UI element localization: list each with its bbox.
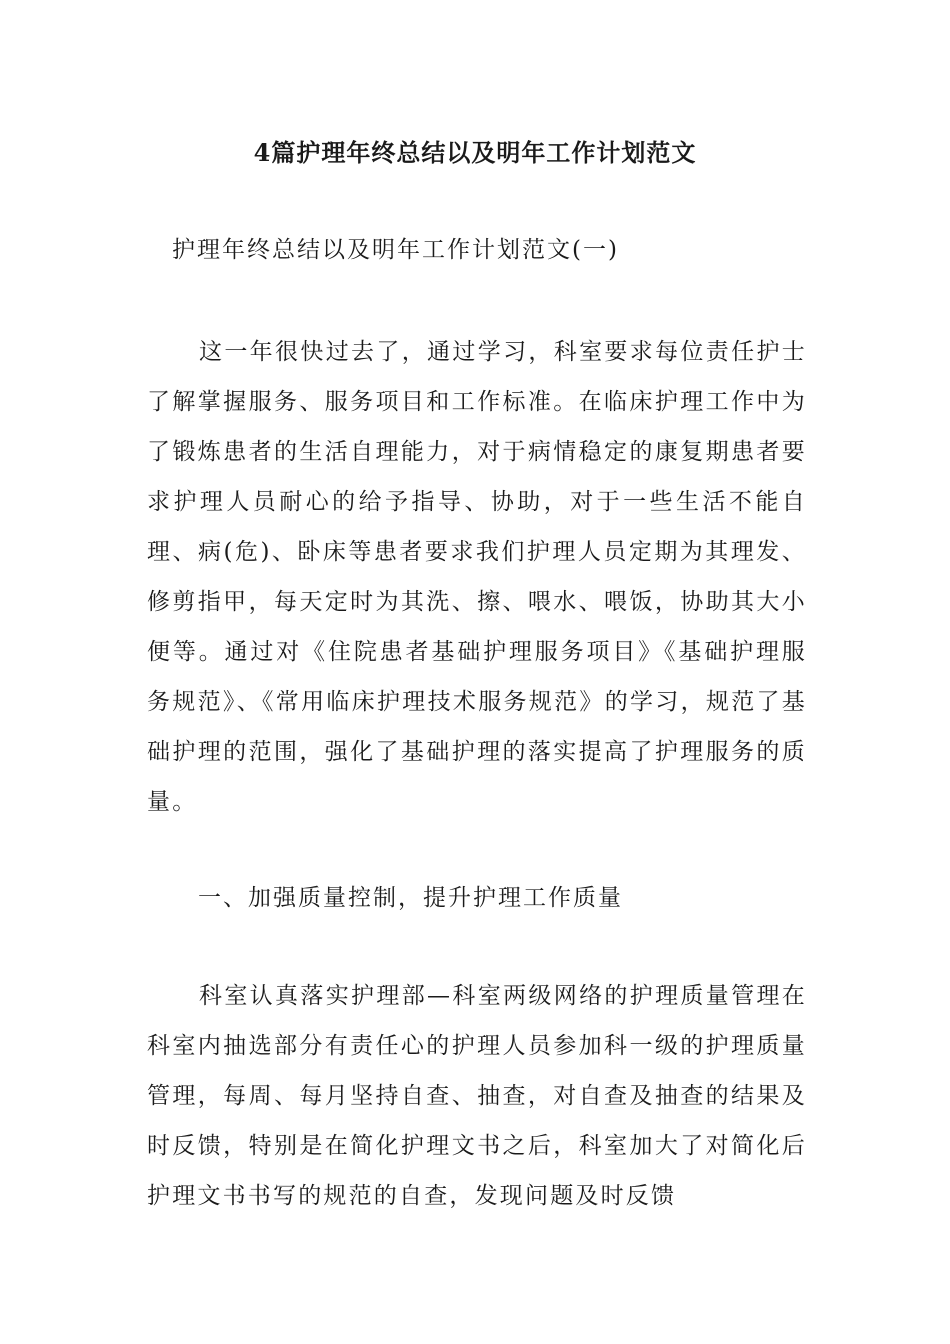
body-paragraph: 科室认真落实护理部—科室两级网络的护理质量管理在科室内抽选部分有责任心的护理人员参加科一级的护理质量管理，每周、每月坚持自查、抽查，对自查及抽查的结果及时反馈，特别是在简化护理文书之后，科室加大了对简化后护理文书书写的规范的自查，发现问题及时反馈 xyxy=(147,983,807,1209)
body-paragraph: 这一年很快过去了，通过学习，科室要求每位责任护士了解掌握服务、服务项目和工作标准。在临床护理工作中为了锻炼患者的生活自理能力，对于病情稳定的康复期患者要求护理人员耐心的给予指导、协助，对于一些生活不能自理、病(危)、卧床等患者要求我们护理人员定期为其理发、修剪指甲，每天定时为其洗、擦、喂水、喂饭，协助其大小便等。通过对《住院患者基础护理服务项目》《基础护理服务规范》、《常用临床护理技术服务规范》的学习，规范了基础护理的范围，强化了基础护理的落实提高了护理服务的质量。 xyxy=(147,339,807,815)
section-subtitle: 护理年终总结以及明年工作计划范文(一) xyxy=(172,237,619,263)
section-heading: 一、加强质量控制，提升护理工作质量 xyxy=(198,885,623,911)
document-title: 4篇护理年终总结以及明年工作计划范文 xyxy=(253,138,697,167)
